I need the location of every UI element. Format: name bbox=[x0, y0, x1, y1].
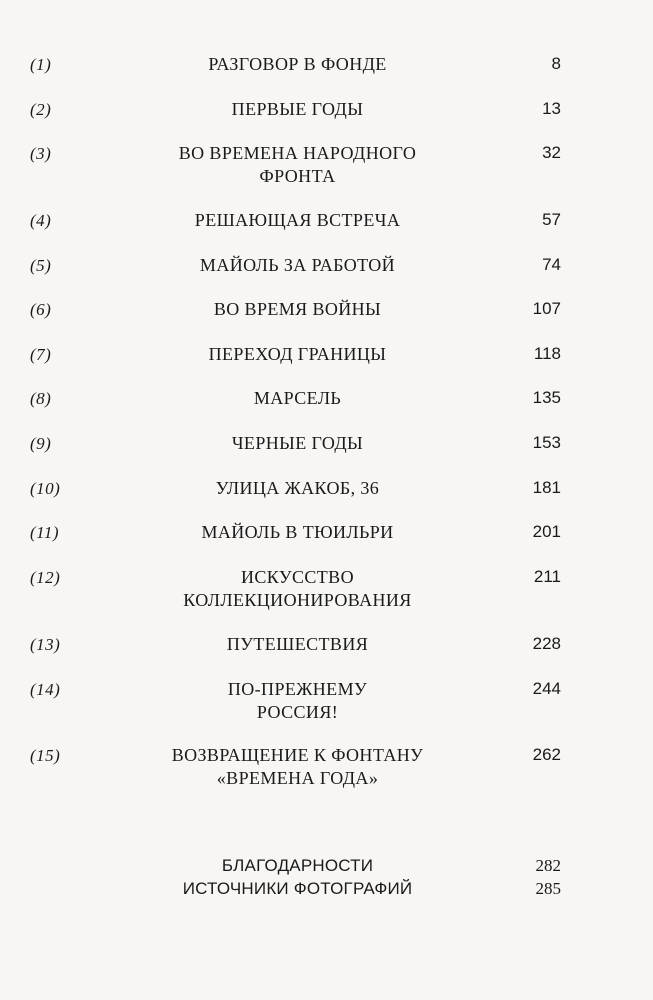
extra-title: ИСТОЧНИКИ ФОТОГРАФИЙ bbox=[182, 879, 413, 898]
chapter-page: 57 bbox=[542, 210, 561, 229]
chapter-number: (9) bbox=[30, 434, 52, 453]
chapter-title: РАЗГОВОР В ФОНДЕ bbox=[208, 54, 387, 74]
chapter-number: (10) bbox=[30, 479, 61, 498]
chapter-title: ИСКУССТВО КОЛЛЕКЦИОНИРОВАНИЯ bbox=[183, 567, 412, 610]
chapter-number: (15) bbox=[30, 746, 61, 765]
chapter-page: 244 bbox=[532, 679, 561, 698]
chapter-page: 8 bbox=[551, 54, 561, 73]
chapter-title: ЧЕРНЫЕ ГОДЫ bbox=[231, 433, 364, 453]
chapter-title: ВО ВРЕМЕНА НАРОДНОГО ФРОНТА bbox=[178, 143, 417, 186]
chapter-title: МАЙОЛЬ ЗА РАБОТОЙ bbox=[199, 255, 396, 275]
chapter-title: ПУТЕШЕСТВИЯ bbox=[226, 634, 369, 654]
extra-page: 285 bbox=[535, 879, 561, 898]
chapter-page: 32 bbox=[542, 143, 561, 162]
chapter-title: ПО-ПРЕЖНЕМУ РОССИЯ! bbox=[227, 679, 368, 722]
chapter-number: (11) bbox=[30, 523, 60, 542]
chapter-number: (1) bbox=[30, 55, 52, 74]
chapter-page: 118 bbox=[533, 344, 561, 363]
chapter-number: (13) bbox=[30, 635, 61, 654]
chapter-page: 135 bbox=[532, 388, 561, 407]
chapter-title: ВОЗВРАЩЕНИЕ К ФОНТАНУ «ВРЕМЕНА ГОДА» bbox=[171, 745, 424, 788]
chapter-page: 13 bbox=[542, 99, 561, 118]
chapter-number: (8) bbox=[30, 389, 52, 408]
chapter-title: УЛИЦА ЖАКОБ, 36 bbox=[215, 478, 380, 498]
chapter-title: РЕШАЮЩАЯ ВСТРЕЧА bbox=[194, 210, 401, 230]
chapter-number: (3) bbox=[30, 144, 52, 163]
extra-title: БЛАГОДАРНОСТИ bbox=[221, 856, 374, 875]
chapter-number: (14) bbox=[30, 680, 61, 699]
chapter-title: МАРСЕЛЬ bbox=[253, 388, 342, 408]
extra-page: 282 bbox=[535, 856, 561, 875]
chapter-title: ПЕРВЫЕ ГОДЫ bbox=[231, 99, 364, 119]
chapter-page: 211 bbox=[533, 567, 561, 586]
chapter-number: (4) bbox=[30, 211, 52, 230]
chapter-number: (2) bbox=[30, 100, 52, 119]
chapter-number: (5) bbox=[30, 256, 52, 275]
chapter-title: МАЙОЛЬ В ТЮИЛЬРИ bbox=[201, 522, 394, 542]
chapter-page: 153 bbox=[532, 433, 561, 452]
chapter-page: 181 bbox=[532, 478, 561, 497]
chapter-number: (12) bbox=[30, 568, 61, 587]
chapter-title: ВО ВРЕМЯ ВОЙНЫ bbox=[213, 299, 382, 319]
chapter-page: 201 bbox=[532, 522, 561, 541]
chapter-page: 74 bbox=[542, 255, 561, 274]
chapter-title: ПЕРЕХОД ГРАНИЦЫ bbox=[208, 344, 387, 364]
chapter-number: (7) bbox=[30, 345, 52, 364]
chapter-page: 262 bbox=[532, 745, 561, 764]
chapter-page: 228 bbox=[532, 634, 561, 653]
chapter-number: (6) bbox=[30, 300, 52, 319]
chapter-page: 107 bbox=[532, 299, 561, 318]
